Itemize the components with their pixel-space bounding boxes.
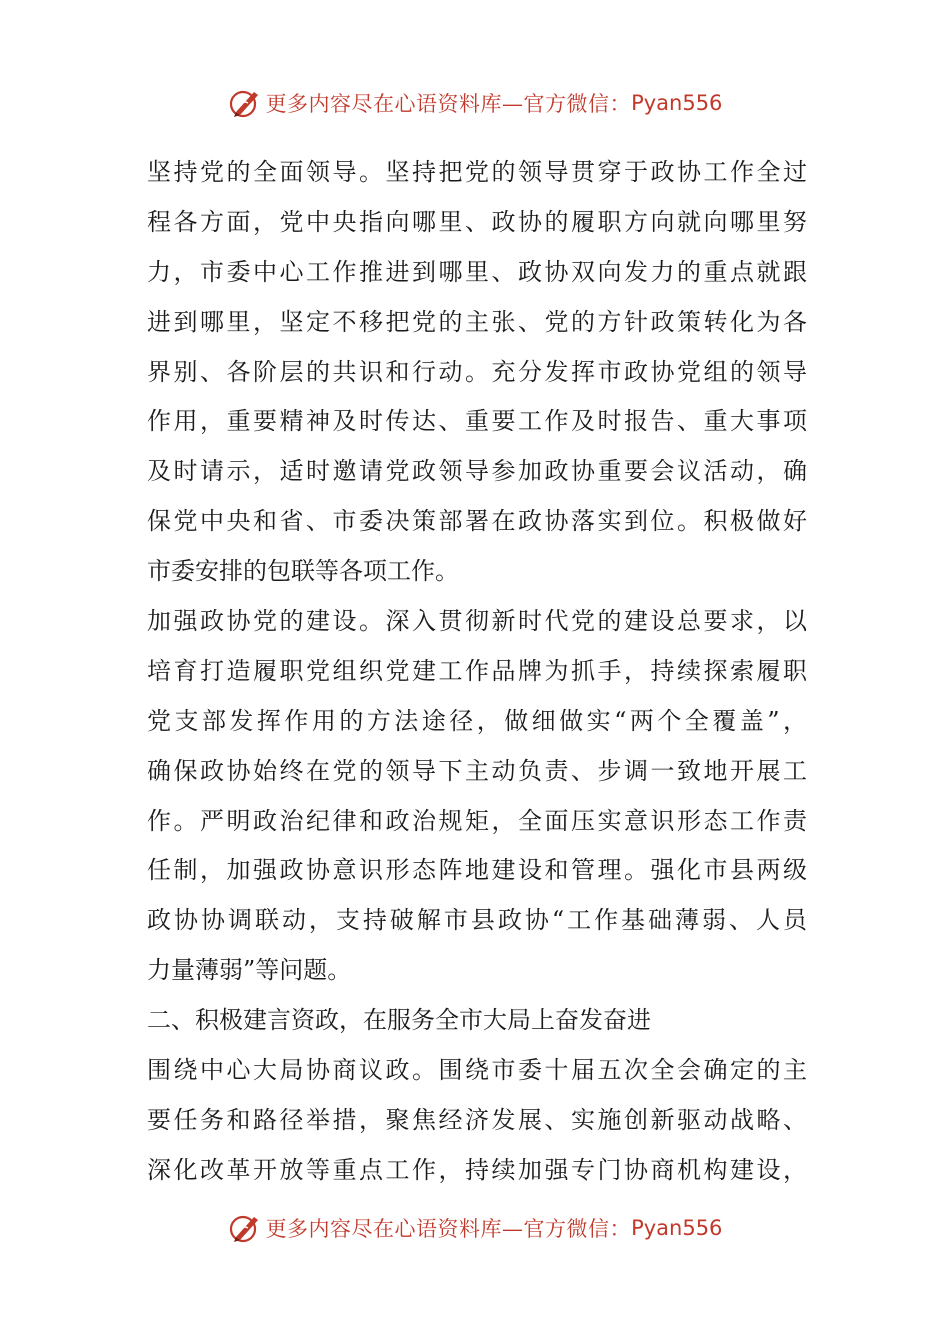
banner-text: 更多内容尽在心语资料库—官方微信： xyxy=(265,1217,632,1241)
text-line: 确保政协始终在党的领导下主动负责、步调一致地开展工 xyxy=(147,756,807,785)
pen-circle-logo-icon xyxy=(228,86,262,120)
text-line: 程各方面，党中央指向哪里、政协的履职方向就向哪里努 xyxy=(147,207,807,236)
text-line: 进到哪里，坚定不移把党的主张、党的方针政策转化为各 xyxy=(147,307,807,336)
text-line: 深化改革开放等重点工作，持续加强专门协商机构建设， xyxy=(147,1155,807,1184)
banner-wechat-id: Pyan556 xyxy=(631,1216,723,1240)
text-line: 市委安排的包联等各项工作。 xyxy=(147,557,459,586)
text-line: 保党中央和省、市委决策部署在政协落实到位。积极做好 xyxy=(147,507,807,536)
header-banner xyxy=(0,83,950,123)
text-line: 培育打造履职党组织党建工作品牌为抓手，持续探索履职 xyxy=(147,656,807,685)
text-line: 要任务和路径举措，聚焦经济发展、实施创新驱动战略、 xyxy=(147,1105,807,1134)
banner-text: 更多内容尽在心语资料库—官方微信： xyxy=(265,92,632,116)
text-line: 加强政协党的建设。深入贯彻新时代党的建设总要求，以 xyxy=(147,607,807,636)
document-body xyxy=(147,148,807,1196)
text-line: 力，市委中心工作推进到哪里、政协双向发力的重点就跟 xyxy=(147,257,807,286)
text-line: 任制，加强政协意识形态阵地建设和管理。强化市县两级 xyxy=(147,856,807,885)
text-line: 党支部发挥作用的方法途径，做细做实“两个全覆盖”， xyxy=(147,706,807,735)
text-line: 及时请示，适时邀请党政领导参加政协重要会议活动，确 xyxy=(147,457,807,486)
text-line: 坚持党的全面领导。坚持把党的领导贯穿于政协工作全过 xyxy=(147,158,807,186)
text-line: 政协协调联动，支持破解市县政协“工作基础薄弱、人员 xyxy=(147,906,807,935)
section-heading: 二、积极建言资政，在服务全市大局上奋发奋进 xyxy=(147,1006,651,1035)
footer-banner xyxy=(0,1208,950,1248)
pen-circle-logo-icon xyxy=(228,1211,262,1245)
text-line: 作用，重要精神及时传达、重要工作及时报告、重大事项 xyxy=(147,407,807,436)
text-line: 围绕中心大局协商议政。围绕市委十届五次全会确定的主 xyxy=(147,1056,807,1085)
text-line: 力量薄弱”等问题。 xyxy=(147,956,352,985)
text-line: 界别、各阶层的共识和行动。充分发挥市政协党组的领导 xyxy=(147,357,807,386)
text-line: 作。严明政治纪律和政治规矩，全面压实意识形态工作责 xyxy=(147,806,807,835)
banner-wechat-id: Pyan556 xyxy=(631,91,723,115)
